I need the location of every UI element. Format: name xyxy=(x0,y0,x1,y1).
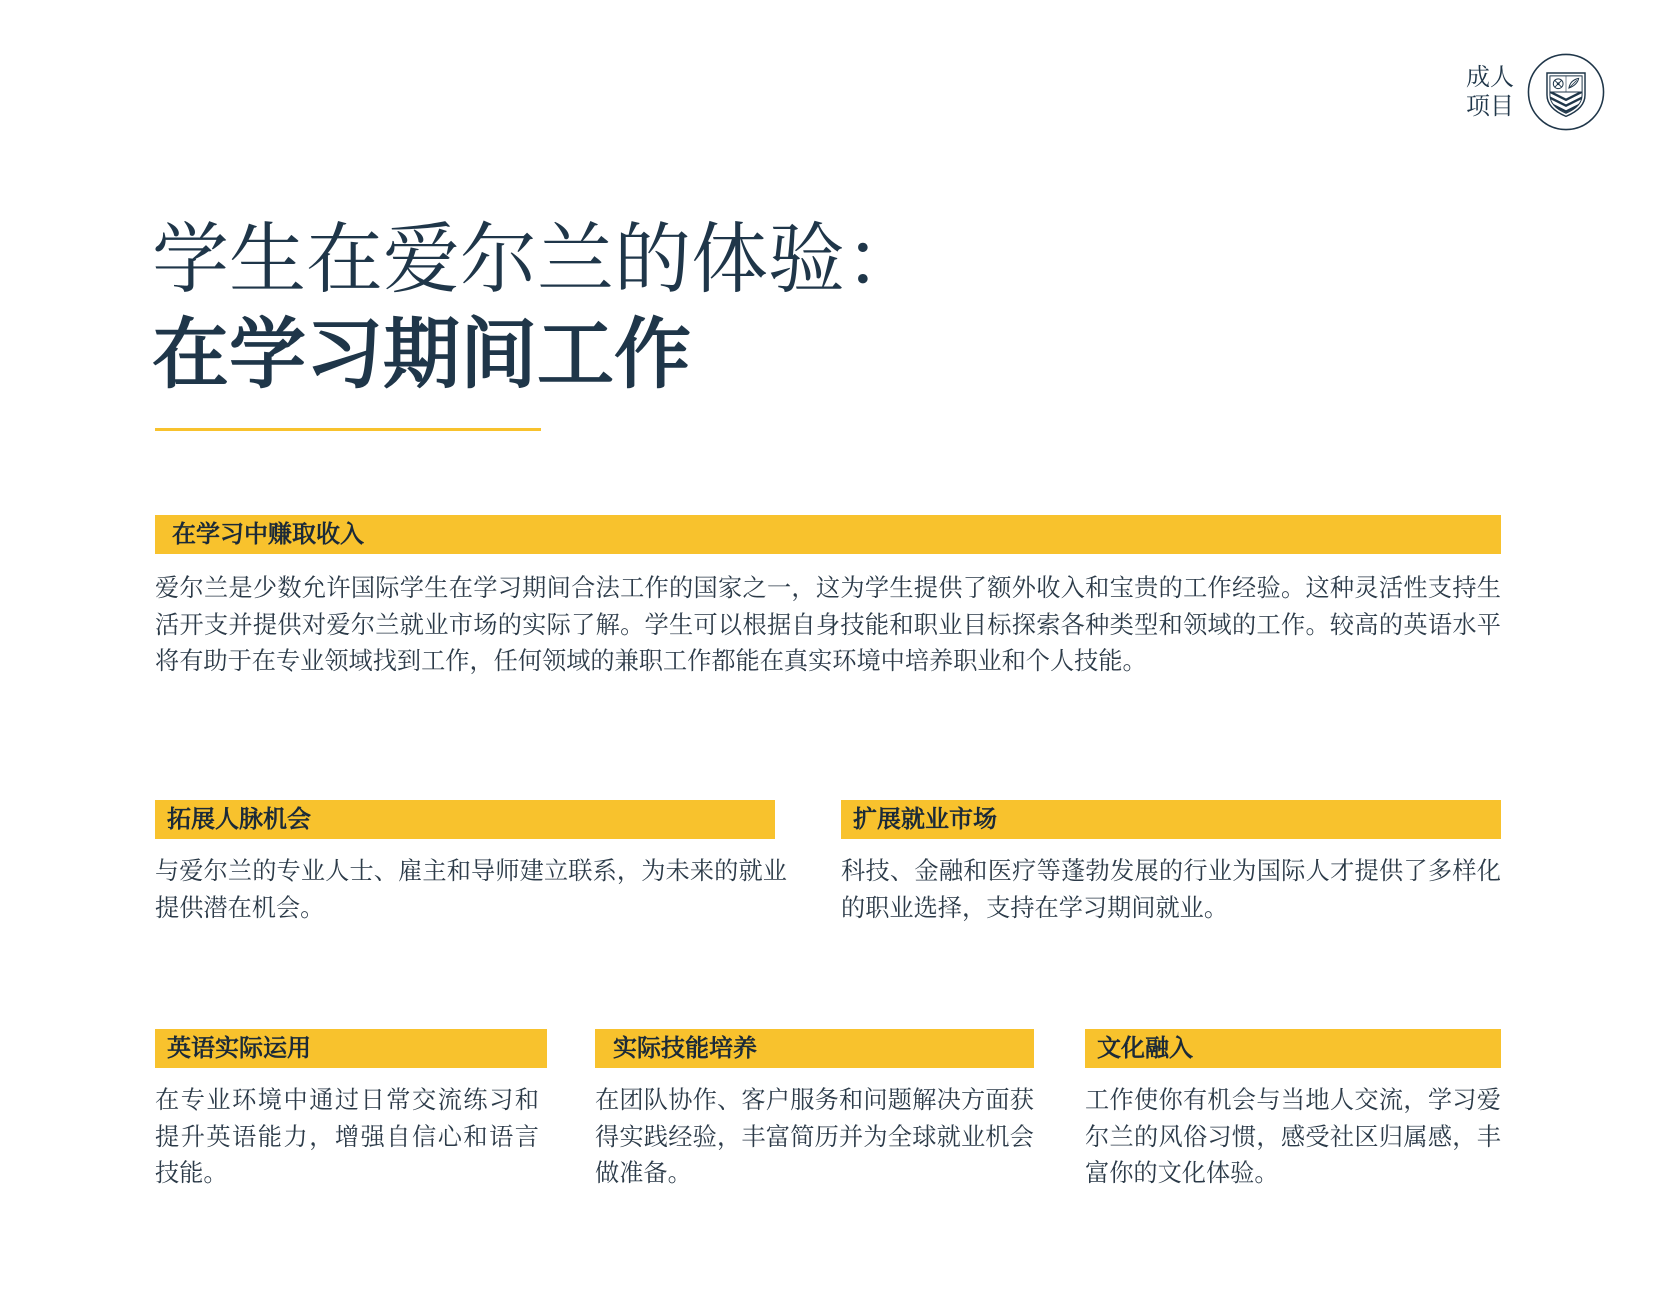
program-label-line2: 项目 xyxy=(1466,93,1514,120)
program-label-line1: 成人 xyxy=(1466,64,1514,91)
section-body-earn-income: 爱尔兰是少数允许国际学生在学习期间合法工作的国家之一，这为学生提供了额外收入和宝贵的工作经验。这种灵活性支持生活开支并提供对爱尔兰就业市场的实际了解。学生可以根据自身技能和职业目标探索各种类型和领域的工作。较高的英语水平将有助于在专业领域找到工作，任何领域的兼职工作都能在真实环境中培养职业和个人技能。 xyxy=(155,575,1501,675)
title-line2: 在学习期间工作 xyxy=(152,312,691,398)
section-heading-practical-skills: 实际技能培养 xyxy=(613,1035,757,1062)
section-body-networking: 与爱尔兰的专业人士、雇主和导师建立联系，为未来的就业提供潜在机会。 xyxy=(155,858,787,922)
section-heading-bar-earn-income xyxy=(155,515,1501,554)
title-line1: 学生在爱尔兰的体验： xyxy=(152,217,922,303)
page-title xyxy=(152,213,1252,403)
section-heading-networking: 拓展人脉机会 xyxy=(167,806,311,833)
section-heading-bar-cultural-integration xyxy=(1085,1029,1501,1068)
section-body-practical-skills: 在团队协作、客户服务和问题解决方面获得实践经验，丰富简历并为全球就业机会做准备。 xyxy=(595,1087,1034,1187)
program-label xyxy=(1456,63,1514,121)
section-heading-bar-networking xyxy=(155,800,775,839)
title-underline xyxy=(155,428,541,431)
section-body-job-market: 科技、金融和医疗等蓬勃发展的行业为国际人才提供了多样化的职业选择，支持在学习期间就业。 xyxy=(841,858,1501,922)
section-body-english-practice: 在专业环境中通过日常交流练习和提升英语能力，增强自信心和语言技能。 xyxy=(155,1087,539,1187)
section-heading-cultural-integration: 文化融入 xyxy=(1097,1035,1193,1062)
section-heading-earn-income: 在学习中赚取收入 xyxy=(172,521,364,548)
section-heading-english-practice: 英语实际运用 xyxy=(167,1035,311,1062)
section-heading-bar-job-market xyxy=(841,800,1501,839)
section-heading-bar-practical-skills xyxy=(595,1029,1034,1068)
section-heading-bar-english-practice xyxy=(155,1029,547,1068)
section-body-cultural-integration: 工作使你有机会与当地人交流，学习爱尔兰的风俗习惯，感受社区归属感，丰富你的文化体验。 xyxy=(1085,1087,1501,1187)
shield-crest-icon xyxy=(1527,53,1605,131)
section-heading-job-market: 扩展就业市场 xyxy=(853,806,997,833)
